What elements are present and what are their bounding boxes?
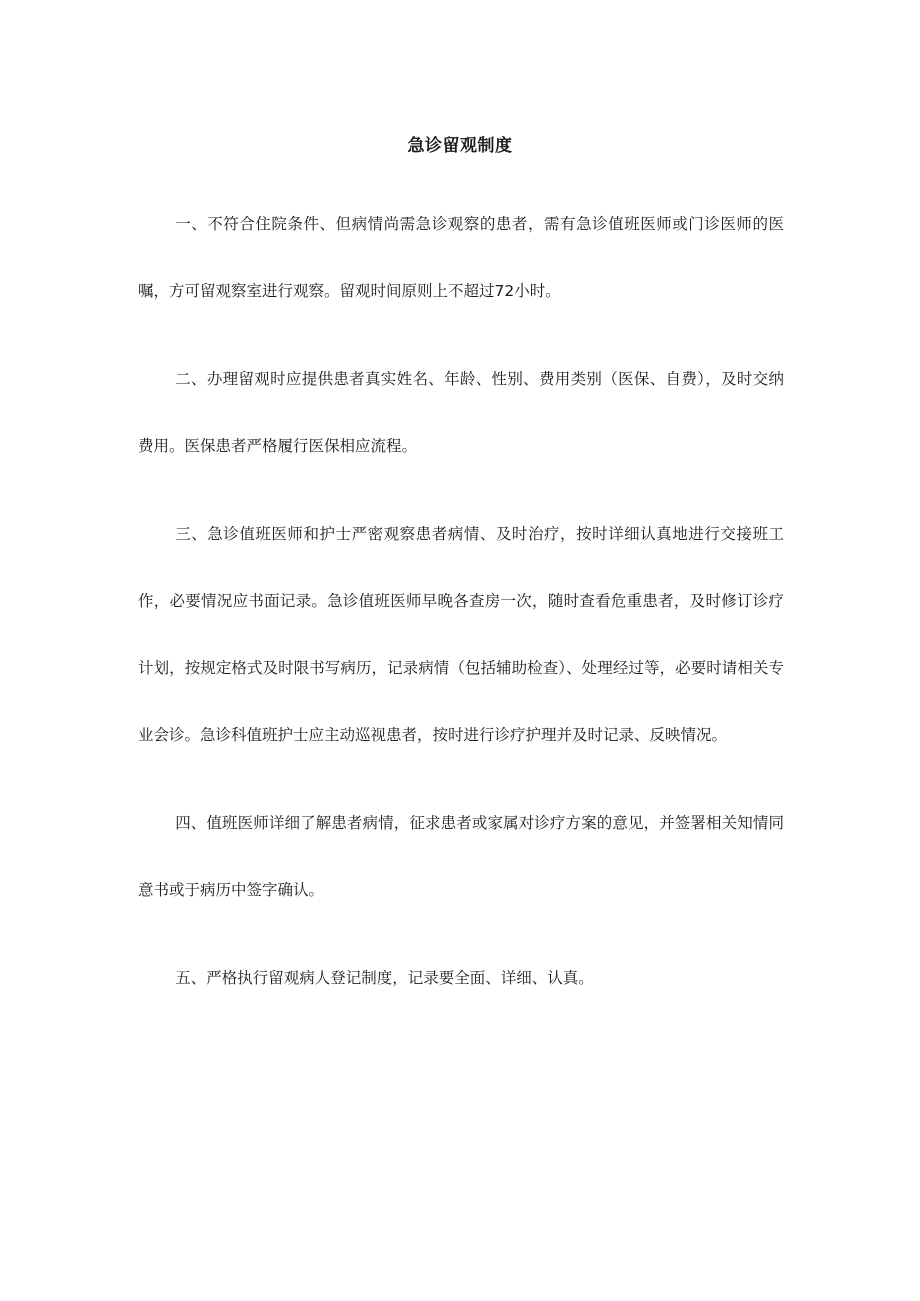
document-body <box>138 191 784 1033</box>
paragraph-2: 二、办理留观时应提供患者真实姓名、年龄、性别、费用类别（医保、自费），及时交纳费用。医保患者严格履行医保相应流程。 <box>138 370 784 455</box>
paragraph-1: 一、不符合住院条件、但病情尚需急诊观察的患者，需有急诊值班医师或门诊医师的医嘱，方可留观察室进行观察。留观时间原则上不超过72小时。 <box>138 215 784 300</box>
document-title: 急诊留观制度 <box>407 136 513 156</box>
paragraph-3: 三、急诊值班医师和护士严密观察患者病情、及时治疗，按时详细认真地进行交接班工作，必要情况应书面记录。急诊值班医师早晚各查房一次，随时查看危重患者，及时修订诊疗计划，按规定格式及时限书写病历，记录病情（包括辅助检查）、处理经过等，必要时请相关专业会诊。急诊科值班护士应主动巡视患者，按时进行诊疗护理并及时记录、反映情况。 <box>138 525 784 744</box>
paragraph-4: 四、值班医师详细了解患者病情，征求患者或家属对诊疗方案的意见，并签署相关知情同意书或于病历中签字确认。 <box>138 814 784 899</box>
paragraph-5: 五、严格执行留观病人登记制度，记录要全面、详细、认真。 <box>175 969 594 987</box>
